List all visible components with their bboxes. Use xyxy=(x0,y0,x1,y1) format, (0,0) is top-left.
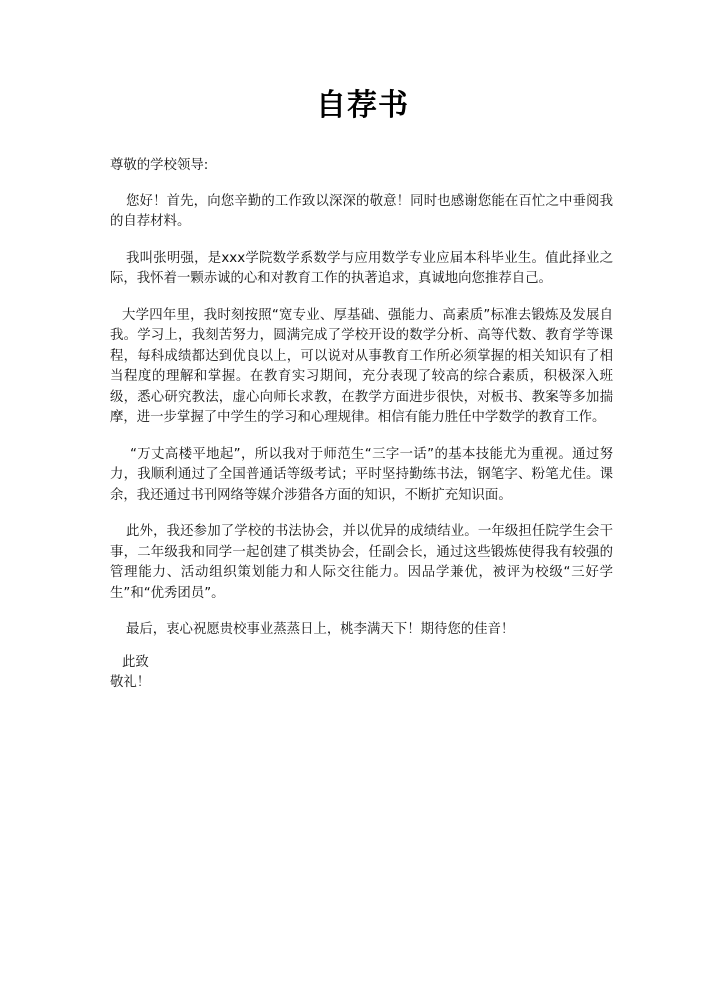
closing-salute: 敬礼！ xyxy=(110,675,151,690)
paragraph-activities: 此外，我还参加了学校的书法协会，并以优异的成绩结业。一年级担任院学生会干事，二年级我和同学一起创建了棋类协会，任副会长，通过这些锻炼使得我有较强的管理能力、活动组织策划能力和人际交往能力。因品学兼优，被评为校级“三好学生”和“优秀团员”。 xyxy=(110,524,613,601)
paragraph-skills: “万丈高楼平地起”，所以我对于师范生“三字一话”的基本技能尤为重视。通过努力，我顺利通过了全国普通话等级考试；平时坚持勤练书法，钢笔字、粉笔尤佳。课余，我还通过书刊网络等媒介涉猎各方面的知识，不断扩充知识面。 xyxy=(110,446,613,503)
paragraph-introduction: 我叫张明强，是xxx学院数学系数学与应用数学专业应届本科毕业生。值此择业之际，我怀着一颗赤诚的心和对教育工作的执著追求，真诚地向您推荐自己。 xyxy=(110,250,613,286)
salutation: 尊敬的学校领导: xyxy=(110,158,209,173)
document-body xyxy=(110,156,613,694)
closing-phrase: 此致 xyxy=(122,654,149,670)
document-title: 自荐书 xyxy=(316,88,409,123)
paragraph-university-study: 大学四年里，我时刻按照“宽专业、厚基础、强能力、高素质”标准去锻炼及发展自我。学习上，我刻苦努力，圆满完成了学校开设的数学分析、高等代数、教育学等课程，每科成绩都达到优良以上，可以说对从事教育工作所必须掌握的相关知识有了相当程度的理解和掌握。在教育实习期间，充分表现了较高的综合素质，积极深入班级，悉心研究教法，虚心向师长求教，在教学方面进步很快，对板书、教案等多加揣摩，进一步掌握了中学生的学习和心理规律。相信有能力胜任中学数学的教育工作。 xyxy=(110,307,613,425)
paragraph-greeting: 您好！首先，向您辛勤的工作致以深深的敬意！同时也感谢您能在百忙之中垂阅我的自荐材料。 xyxy=(110,193,613,229)
paragraph-wishes: 最后，衷心祝愿贵校事业蒸蒸日上，桃李满天下！期待您的佳音！ xyxy=(126,622,515,637)
